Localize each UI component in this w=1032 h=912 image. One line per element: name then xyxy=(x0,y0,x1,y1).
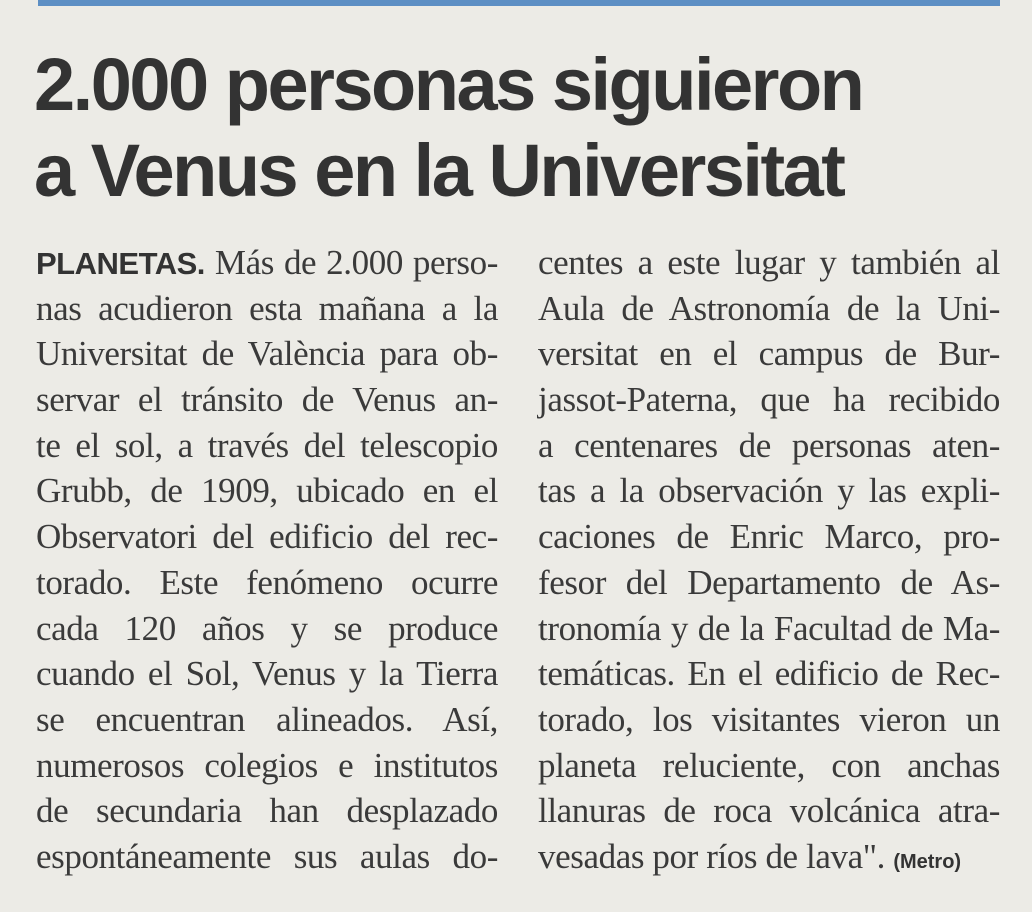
article-line: de secundaria han desplazado xyxy=(36,791,498,831)
article-line: Aula de Astronomía de la Uni- xyxy=(538,288,1000,328)
article-line: temáticas. En el edificio de Rec- xyxy=(538,654,1000,694)
article-line: te el sol, a través del telescopio xyxy=(36,425,498,465)
article-line: tas a la observación y las expli- xyxy=(538,471,1000,511)
article-line: espontáneamente sus aulas do- xyxy=(36,836,498,876)
article-line: caciones de Enric Marco, pro- xyxy=(538,517,1000,557)
article-line xyxy=(538,834,1000,880)
headline xyxy=(34,42,1014,214)
article-line: cada 120 años y se produce xyxy=(36,608,498,648)
article-line: centes a este lugar y también al xyxy=(538,243,1000,282)
section-lead: PLANETAS. xyxy=(36,246,205,281)
article-text: vesadas por ríos de lava". xyxy=(538,836,885,876)
article-line: versitat en el campus de Bur- xyxy=(538,334,1000,374)
article-line: Universitat de València para ob- xyxy=(36,334,498,374)
article-line: llanuras de roca volcánica atra- xyxy=(538,791,1000,831)
article-line xyxy=(36,240,498,286)
article-column-right xyxy=(538,240,1000,880)
article-line: torado. Este fenómeno ocurre xyxy=(36,562,498,602)
headline-line-2: a Venus en la Universitat xyxy=(34,129,844,212)
article-column-left xyxy=(36,240,498,880)
article-line: jassot-Paterna, que ha recibido xyxy=(538,380,1000,420)
article-line: cuando el Sol, Venus y la Tierra xyxy=(36,654,498,694)
article-line: planeta reluciente, con anchas xyxy=(538,745,1000,785)
article-text: Más de 2.000 perso- xyxy=(214,243,498,282)
headline-line-1: 2.000 personas siguieron xyxy=(34,43,863,126)
article-line: tronomía y de la Facultad de Ma- xyxy=(538,608,1000,648)
article-line: Observatori del edificio del rec- xyxy=(36,517,498,557)
source-credit: (Metro) xyxy=(893,850,962,873)
article-line: numerosos colegios e institutos xyxy=(36,745,498,785)
top-color-rule xyxy=(38,0,1000,6)
article-line: nas acudieron esta mañana a la xyxy=(36,288,498,328)
article-line: Grubb, de 1909, ubicado en el xyxy=(36,471,498,511)
article-line: servar el tránsito de Venus an- xyxy=(36,380,498,420)
article-line: se encuentran alineados. Así, xyxy=(36,699,498,739)
article-line: a centenares de personas aten- xyxy=(538,425,1000,465)
article-line: fesor del Departamento de As- xyxy=(538,562,1000,602)
article-line: torado, los visitantes vieron un xyxy=(538,699,1000,739)
